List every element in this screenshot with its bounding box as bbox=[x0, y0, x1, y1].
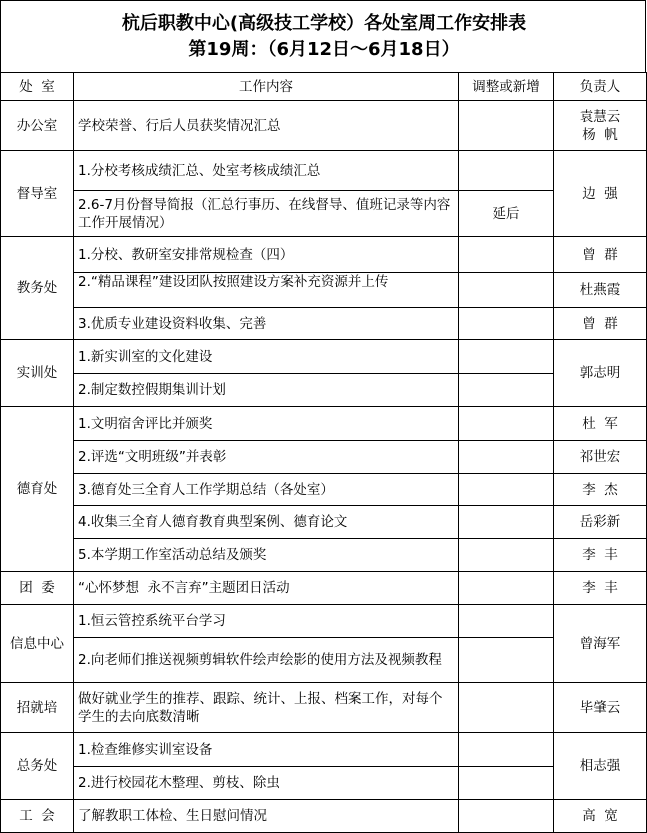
owner-name: 杨 帆 bbox=[582, 126, 618, 143]
table-row bbox=[1, 340, 647, 374]
task-cell bbox=[74, 191, 459, 237]
document-title: 杭后职教中心(高级技工学校）各处室周工作安排表 bbox=[121, 13, 527, 34]
owner-name: 袁慧云 bbox=[579, 108, 621, 125]
dept-youth-league: 团 委 bbox=[1, 572, 74, 605]
task-text: 2.“精品课程”建设团队按照建设方案补充资源并上传 bbox=[78, 274, 389, 290]
dept-info-center: 信息中心 bbox=[1, 605, 74, 683]
task-cell bbox=[74, 733, 459, 767]
adjust-cell bbox=[459, 800, 554, 833]
adjust-cell bbox=[459, 767, 554, 800]
table-row bbox=[1, 407, 647, 441]
adjust-cell bbox=[459, 733, 554, 767]
task-cell bbox=[74, 101, 459, 151]
task-cell bbox=[74, 407, 459, 441]
owner-cell: 杜燕霞 bbox=[554, 273, 647, 308]
task-text: 2.进行校园花木整理、剪枝、除虫 bbox=[78, 775, 280, 791]
table-row bbox=[1, 374, 647, 407]
task-cell bbox=[74, 683, 459, 733]
task-text: 1.文明宿舍评比并颁奖 bbox=[78, 415, 213, 432]
adjust-cell bbox=[459, 308, 554, 340]
table-row bbox=[1, 605, 647, 638]
table-row bbox=[1, 308, 647, 340]
task-cell bbox=[74, 273, 459, 308]
owner-cell: 边 强 bbox=[554, 151, 647, 237]
table-header-row bbox=[1, 73, 647, 101]
owner-cell: 曾 群 bbox=[554, 308, 647, 340]
table-row bbox=[1, 101, 647, 151]
task-cell bbox=[74, 340, 459, 374]
task-text: 2.制定数控假期集训计划 bbox=[78, 382, 226, 398]
adjust-cell bbox=[459, 605, 554, 638]
adjust-cell bbox=[459, 101, 554, 151]
dept-supervision: 督导室 bbox=[1, 151, 74, 237]
owner-cell: 毕肇云 bbox=[554, 683, 647, 733]
task-cell bbox=[74, 151, 459, 191]
owner-cell: 相志强 bbox=[554, 733, 647, 800]
adjust-cell bbox=[459, 441, 554, 474]
dept-union: 工 会 bbox=[1, 800, 74, 833]
task-text: “心怀梦想 永不言弃”主题团日活动 bbox=[78, 580, 290, 596]
dept-employment: 招就培 bbox=[1, 683, 74, 733]
table-row bbox=[1, 638, 647, 683]
header-adjust: 调整或新增 bbox=[459, 73, 554, 101]
adjust-cell bbox=[459, 151, 554, 191]
table-row bbox=[1, 539, 647, 572]
task-text: 1.检查维修实训室设备 bbox=[78, 741, 213, 758]
table-row bbox=[1, 237, 647, 273]
task-text: 2.6-7月份督导简报（汇总行事历、在线督导、值班记录等内容工作开展情况） bbox=[78, 196, 451, 231]
dept-general-affairs: 总务处 bbox=[1, 733, 74, 800]
dept-training: 实训处 bbox=[1, 340, 74, 407]
table-row bbox=[1, 506, 647, 539]
owner-cell: 李 丰 bbox=[554, 539, 647, 572]
task-cell bbox=[74, 605, 459, 638]
owner-cell: 祁世宏 bbox=[554, 441, 647, 474]
dept-moral-education: 德育处 bbox=[1, 407, 74, 572]
task-text: 1.恒云管控系统平台学习 bbox=[78, 613, 226, 629]
task-text: 3.德育处三全育人工作学期总结（各处室） bbox=[78, 481, 334, 498]
adjust-cell bbox=[459, 273, 554, 308]
adjust-cell bbox=[459, 539, 554, 572]
task-text: 1.新实训室的文化建设 bbox=[78, 348, 213, 365]
schedule-table bbox=[0, 72, 647, 833]
task-cell bbox=[74, 539, 459, 572]
adjust-cell bbox=[459, 340, 554, 374]
task-text: 2.向老师们推送视频剪辑软件绘声绘影的使用方法及视频教程 bbox=[78, 652, 442, 668]
table-row bbox=[1, 273, 647, 308]
task-text: 1.分校考核成绩汇总、处室考核成绩汇总 bbox=[78, 162, 321, 179]
adjust-cell bbox=[459, 237, 554, 273]
table-row bbox=[1, 767, 647, 800]
adjust-cell bbox=[459, 474, 554, 506]
task-cell bbox=[74, 572, 459, 605]
adjust-cell bbox=[459, 506, 554, 539]
task-cell bbox=[74, 374, 459, 407]
owner-cell: 高 宽 bbox=[554, 800, 647, 833]
owner-cell bbox=[554, 101, 647, 151]
task-text: 4.收集三全育人德育教育典型案例、德育论文 bbox=[78, 514, 348, 530]
table-row bbox=[1, 441, 647, 474]
owner-cell: 曾海军 bbox=[554, 605, 647, 683]
task-cell bbox=[74, 237, 459, 273]
task-cell bbox=[74, 638, 459, 683]
table-row bbox=[1, 151, 647, 191]
header-owner: 负责人 bbox=[554, 73, 647, 101]
table-row bbox=[1, 800, 647, 833]
task-cell bbox=[74, 308, 459, 340]
owner-cell: 李 丰 bbox=[554, 572, 647, 605]
task-cell bbox=[74, 441, 459, 474]
header-dept: 处 室 bbox=[1, 73, 74, 101]
task-text: 2.评选“文明班级”并表彰 bbox=[78, 449, 227, 465]
table-row bbox=[1, 683, 647, 733]
task-text: 了解教职工体检、生日慰问情况 bbox=[78, 808, 267, 824]
adjust-cell bbox=[459, 683, 554, 733]
week-range-title: 第19周：（6月12日～6月18日） bbox=[188, 39, 460, 60]
adjust-cell: 延后 bbox=[459, 191, 554, 237]
table-row bbox=[1, 474, 647, 506]
task-text: 做好就业学生的推荐、跟踪、统计、上报、档案工作，对每个学生的去向底数清晰 bbox=[78, 690, 443, 725]
table-row bbox=[1, 191, 647, 237]
adjust-cell bbox=[459, 407, 554, 441]
owner-cell: 岳彩新 bbox=[554, 506, 647, 539]
owner-cell: 李 杰 bbox=[554, 474, 647, 506]
header-content: 工作内容 bbox=[74, 73, 459, 101]
title-block bbox=[0, 0, 646, 72]
table-row bbox=[1, 572, 647, 605]
adjust-cell bbox=[459, 638, 554, 683]
owner-cell: 曾 群 bbox=[554, 237, 647, 273]
adjust-cell bbox=[459, 374, 554, 407]
task-text: 5.本学期工作室活动总结及颁奖 bbox=[78, 547, 267, 563]
task-cell bbox=[74, 474, 459, 506]
task-text: 1.分校、教研室安排常规检查（四） bbox=[78, 246, 294, 263]
task-text: 学校荣誉、行后人员获奖情况汇总 bbox=[78, 117, 281, 134]
task-text: 3.优质专业建设资料收集、完善 bbox=[78, 315, 267, 332]
owner-cell: 杜 军 bbox=[554, 407, 647, 441]
task-cell bbox=[74, 506, 459, 539]
adjust-cell bbox=[459, 572, 554, 605]
owner-cell: 郭志明 bbox=[554, 340, 647, 407]
table-row bbox=[1, 733, 647, 767]
dept-academic: 教务处 bbox=[1, 237, 74, 340]
dept-office: 办公室 bbox=[1, 101, 74, 151]
task-cell bbox=[74, 800, 459, 833]
task-cell bbox=[74, 767, 459, 800]
